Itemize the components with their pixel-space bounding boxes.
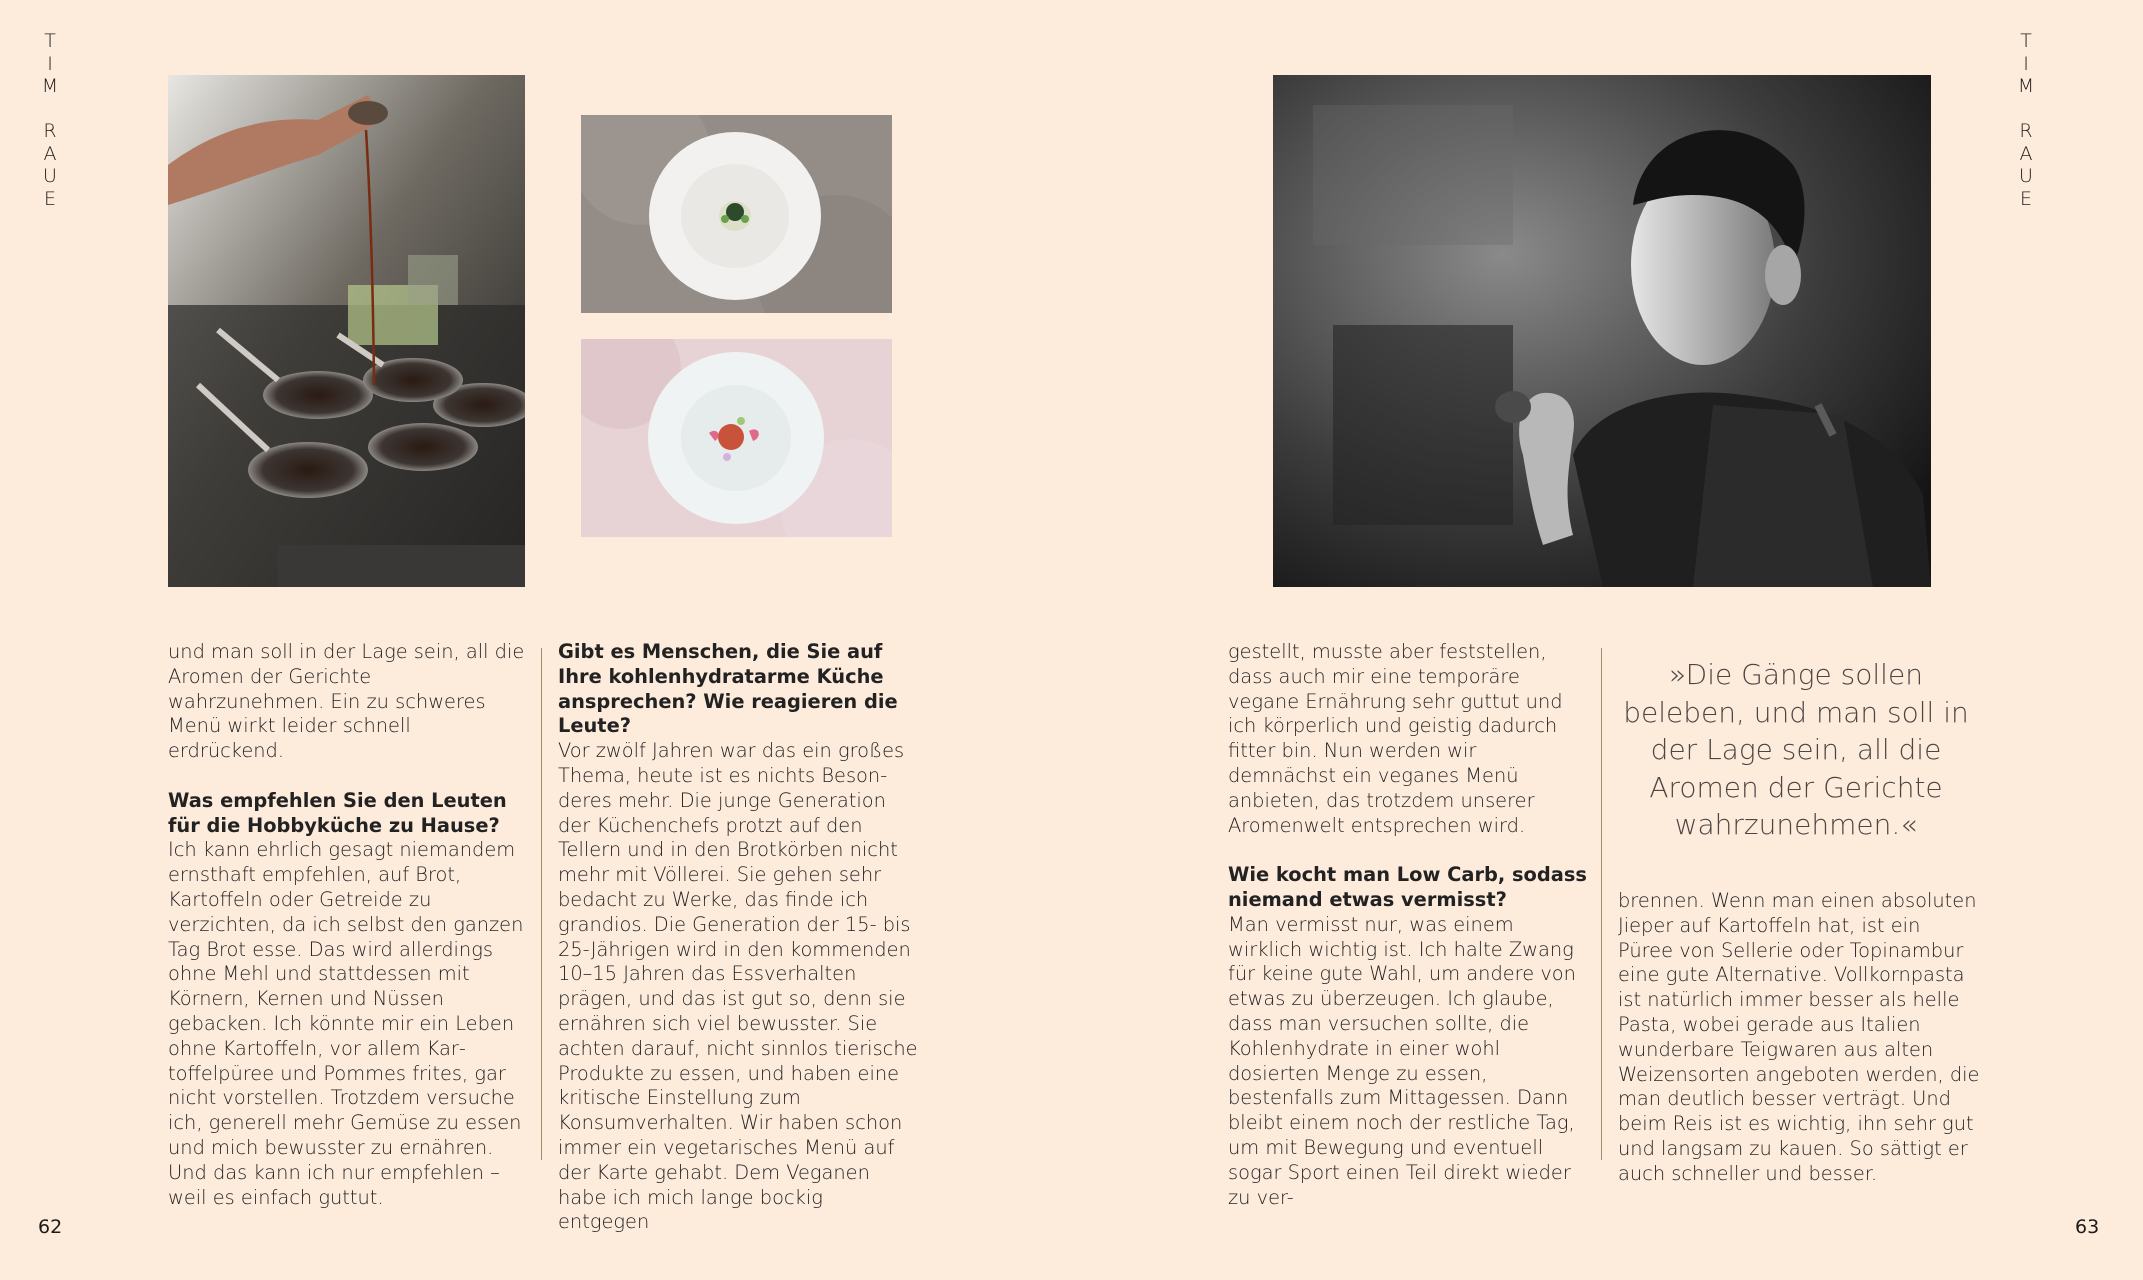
column-1-question: Was empfehlen Sie den Leuten für die Hobbyküche zu Hause?	[168, 788, 507, 837]
pull-quote: »Die Gänge sollen beleben, und man soll in der Lage sein, all die Aromen der Gerichte wahrzunehmen.«	[1623, 658, 1969, 841]
plate-photo-red	[581, 339, 892, 537]
column-rule-right	[1601, 648, 1602, 1160]
text-column-4	[1618, 889, 1980, 1211]
running-head-name: T I M R A U E	[41, 30, 59, 210]
chef-portrait-photo	[1273, 75, 1931, 587]
column-2-answer: Vor zwölf Jahren war das ein großes Thema, heute ist es nichts Besonderes mehr. Die junge Generation der Küchenchefs protzt auf den Tellern und in den Brotkörben nicht mehr mit Völlerei. Sie gehen sehr bedacht zu Werke, das finde ich grandios. Die Generation der 15- bis 25-Jährigen wird in den kommenden 10–15 Jahren das Essverhalten prägen, und das ist gut so, denn sie ernähren sich viel bewusster. Sie achten darauf, nicht sinnlos tierische Produkte zu essen, und haben eine kritische Einstellung zum Konsumverhalten. Wir haben schon immer ein vegetarisches Menü auf der Karte gehabt. Dem Veganen habe ich mich lange bockig entgegen	[558, 739, 918, 1234]
column-2-question: Gibt es Menschen, die Sie auf Ihre kohlenhydratarme Küche ansprechen? Wie reagieren die Leute?	[558, 640, 898, 738]
column-3-question: Wie kocht man Low Carb, sodass niemand etwas vermisst?	[1228, 863, 1587, 911]
page-number-left: 62	[38, 1216, 63, 1238]
page-number-right: 63	[2075, 1216, 2100, 1238]
column-1-answer: Ich kann ehrlich gesagt niemandem ernsthaft empfehlen, auf Brot, Kartoffeln oder Getreide zu verzichten, da ich selbst den ganzen Tag Brot esse. Das wird allerdings ohne Mehl und stattdessen mit Körnern, Kernen und Nüssen gebacken. Ich könnte mir ein Leben ohne Kartoffeln, vor allem Kartoffelpüree und Pommes frites, gar nicht vorstellen. Trotzdem versuche ich, generell mehr Gemüse zu essen und mich bewusster zu ernähren. Und das kann ich nur empfehlen – weil es einfach guttut.	[168, 838, 524, 1209]
column-rule-left	[541, 648, 542, 1160]
text-column-3	[1228, 640, 1590, 1235]
column-4-paragraph-1: brennen. Wenn man einen absoluten Jieper auf Kartoffeln hat, ist ein Püree von Sellerie oder Topinambur eine gute Alternative. Vollkornpasta ist natürlich immer besser als helle Pasta, wobei gerade aus Italien wunderbare Teigwaren aus alten Weizensorten angeboten werden, die man deutlich besser verträgt. Und beim Reis ist es wichtig, ihn sehr gut und langsam zu kauen. So sättigt er auch schneller und besser.	[1618, 889, 1980, 1185]
text-column-1	[168, 640, 530, 1235]
text-column-2	[558, 640, 920, 1260]
column-3-answer: Man vermisst nur, was einem wirklich wichtig ist. Ich halte Zwang für keine gute Wahl, um andere von etwas zu überzeugen. Ich glaube, dass man versuchen sollte, die Kohlenhydrate in einer wohl dosierten Menge zu essen, bestenfalls zum Mittagessen. Dann bleibt einem noch der restliche Tag, um mit Bewegung und eventuell sogar Sport einen Teil direkt wieder zu ver-	[1228, 912, 1576, 1209]
plate-photo-green	[581, 115, 892, 313]
kitchen-photo	[168, 75, 525, 587]
left-page	[0, 0, 1071, 1280]
running-head-name-right: T I M R A U E	[2017, 30, 2035, 210]
column-3-paragraph-1: gestellt, musste aber feststellen, dass auch mir eine temporäre vegane Ernährung sehr guttut und ich körperlich und geistig dadurch fitter bin. Nun werden wir demnächst ein veganes Menü anbieten, das trotzdem unserer Aromenwelt entsprechen wird.	[1228, 640, 1563, 837]
column-1-paragraph-1: und man soll in der Lage sein, all die Aromen der Gerichte wahrzunehmen. Ein zu schweres Menü wirkt leider schnell erdrückend.	[168, 640, 525, 763]
